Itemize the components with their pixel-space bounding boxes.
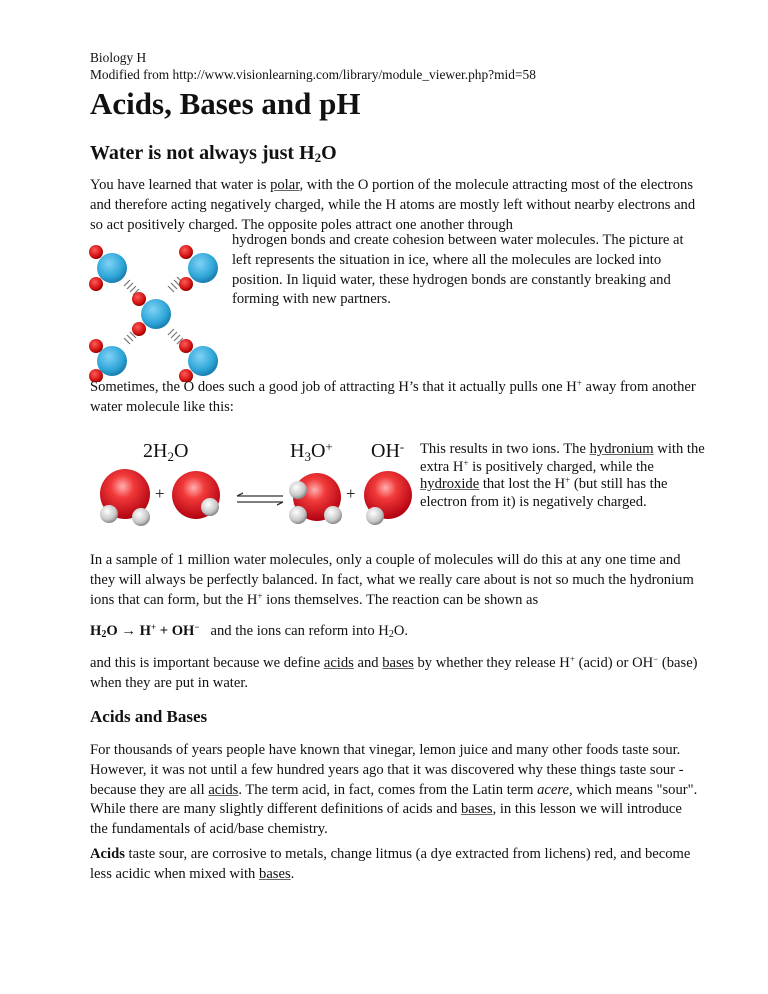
section-heading-acids-bases: Acids and Bases bbox=[90, 707, 208, 726]
course-label: Biology H bbox=[90, 50, 147, 65]
label-2h2o bbox=[143, 440, 188, 462]
plus-sign: + bbox=[346, 484, 356, 503]
label-oh-minus bbox=[371, 440, 404, 462]
text: (but still has the electron from it) is negatively charged. bbox=[420, 476, 668, 510]
text: , which means "sour". While there are many slightly different definitions of acids and bbox=[90, 781, 698, 818]
document-header bbox=[90, 49, 536, 83]
link-hydronium[interactable]: hydronium bbox=[589, 441, 654, 457]
paragraph-polar bbox=[90, 176, 700, 235]
text: (base) when they are put in water. bbox=[90, 655, 698, 691]
superscript: + bbox=[325, 439, 333, 454]
text: and bbox=[353, 655, 383, 671]
superscript: − bbox=[653, 654, 659, 664]
ionization-reaction-figure bbox=[85, 440, 415, 540]
text: + OH bbox=[156, 623, 195, 639]
superscript: − bbox=[194, 622, 200, 632]
section-heading-water bbox=[90, 141, 337, 165]
text: O bbox=[310, 440, 326, 462]
link-polar[interactable]: polar bbox=[270, 177, 300, 193]
subscript: 2 bbox=[101, 629, 107, 640]
paragraph-pulls-h bbox=[90, 378, 700, 418]
link-acids[interactable]: acids bbox=[323, 655, 354, 671]
paragraph-million bbox=[90, 551, 700, 610]
equation-line bbox=[90, 622, 700, 642]
text: O → H bbox=[106, 623, 151, 639]
text: 2H bbox=[143, 440, 168, 462]
paragraph-ions bbox=[420, 441, 710, 511]
superscript: + bbox=[463, 457, 469, 468]
text: H bbox=[90, 623, 102, 639]
text: by whether they release H bbox=[413, 655, 570, 671]
text: that lost the H bbox=[479, 476, 566, 493]
subscript: 2 bbox=[314, 150, 322, 165]
text: and this is important because we define bbox=[90, 655, 324, 671]
paragraph-hydrogen-bonds: hydrogen bonds and create cohesion between water molecules. The picture at left represents the situation in ice, where all the molecules are locked into position. In liquid water, these hydrogen bonds are constantly breaking and forming with new partners. bbox=[232, 232, 684, 308]
link-bases[interactable]: bases bbox=[460, 801, 493, 818]
text: . The term acid, in fact, comes from the Latin term bbox=[238, 781, 538, 798]
text: taste sour, are corrosive to metals, change litmus (a dye extracted from lichens) red, and become less acidic when mixed with bbox=[90, 846, 691, 882]
heading-text: O bbox=[321, 142, 337, 164]
equation bbox=[90, 623, 200, 639]
label-h3o-plus bbox=[290, 440, 333, 462]
text: Sometimes, the O does such a good job of attracting H’s that it actually pulls one H bbox=[90, 379, 577, 395]
heading-text: Water is not always just H bbox=[90, 142, 315, 164]
link-acids[interactable]: acids bbox=[208, 781, 239, 798]
text: ions themselves. The reaction can be shown as bbox=[262, 591, 539, 608]
italic-term: acere bbox=[537, 781, 569, 798]
paragraph-history bbox=[90, 741, 700, 840]
superscript: + bbox=[257, 590, 263, 601]
text: and the ions can reform into H bbox=[199, 623, 389, 639]
text: In a sample of 1 million water molecules, only a couple of molecules will do this at any one time and they will always be perfectly balanced. In fact, what we really care about is not so much the hydronium ions that can form, but the H bbox=[90, 552, 694, 608]
text: O bbox=[173, 440, 189, 462]
ice-lattice-figure bbox=[88, 242, 228, 382]
text: away from another water molecule like this: bbox=[90, 379, 696, 415]
link-bases[interactable]: bases bbox=[382, 655, 414, 671]
source-line: Modified from http://www.visionlearning.com/library/module_viewer.php?mid=58 bbox=[90, 67, 536, 82]
subscript: 2 bbox=[167, 449, 174, 464]
text: This results in two ions. The bbox=[420, 441, 590, 457]
superscript: + bbox=[565, 475, 571, 486]
superscript: - bbox=[399, 439, 405, 454]
plus-sign: + bbox=[155, 484, 165, 503]
paragraph-definition bbox=[90, 654, 700, 694]
text: , in this lesson we will introduce the fundamentals of acid/base chemistry. bbox=[90, 801, 682, 838]
subscript: 3 bbox=[304, 449, 311, 464]
text: For thousands of years people have known that vinegar, lemon juice and many other foods taste sour. However, it was not until a few hundred years ago that it was discovered why these things taste sour - because they are all bbox=[90, 742, 684, 798]
text: is positively charged, while the bbox=[468, 458, 654, 475]
text: You have learned that water is bbox=[90, 177, 271, 193]
subscript: 2 bbox=[388, 629, 394, 640]
text: O. bbox=[393, 623, 409, 639]
molecule-diagram bbox=[85, 440, 415, 540]
page-title: Acids, Bases and pH bbox=[90, 86, 361, 121]
superscript: + bbox=[150, 622, 157, 632]
superscript: + bbox=[576, 378, 582, 388]
superscript: + bbox=[569, 654, 575, 664]
bold-term: Acids bbox=[90, 846, 125, 862]
paragraph-acids-properties bbox=[90, 845, 700, 885]
text: OH bbox=[371, 440, 400, 462]
link-bases[interactable]: bases bbox=[259, 865, 291, 882]
text: . bbox=[290, 865, 295, 882]
text: H bbox=[290, 440, 305, 462]
text: with the extra H bbox=[420, 441, 705, 475]
link-hydroxide[interactable]: hydroxide bbox=[420, 476, 480, 493]
text: , with the O portion of the molecule attracting most of the electrons and therefore acting negatively charged, while the H atoms are mostly left without nearby electrons and so act positively charged. The opposite poles attract one another through bbox=[90, 177, 696, 233]
text: (acid) or OH bbox=[574, 655, 654, 671]
